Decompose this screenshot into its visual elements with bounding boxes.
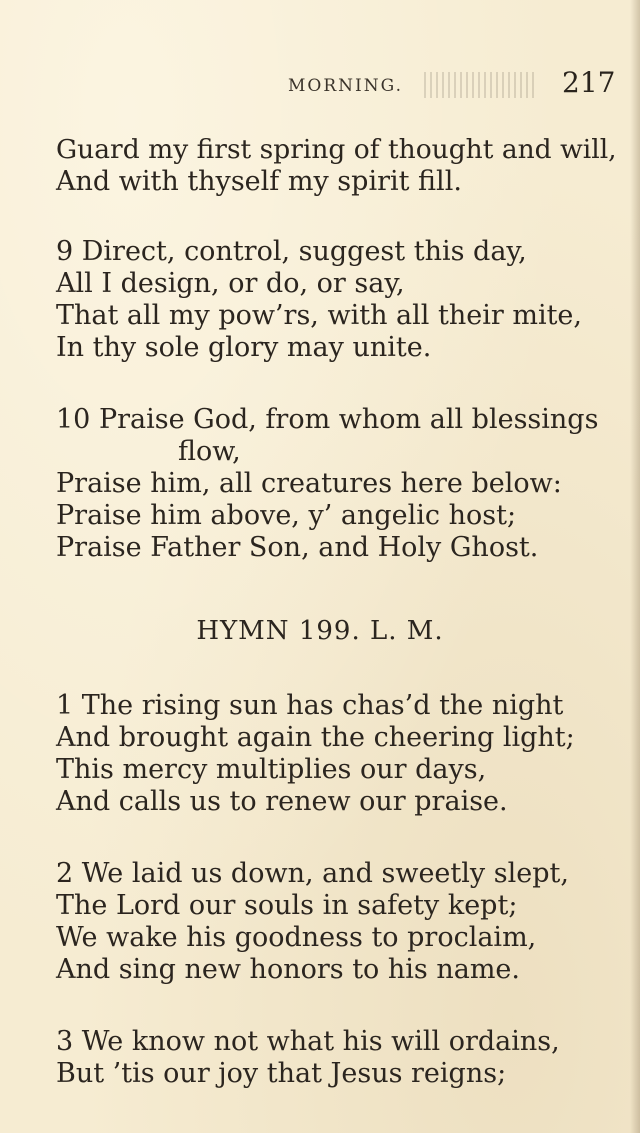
verse-line: 1 The rising sun has chas’d the night	[56, 690, 564, 721]
verse-line: 10 Praise God, from whom all blessings	[56, 404, 599, 435]
verse-line: We wake his goodness to proclaim,	[56, 922, 537, 953]
verse-line: In thy sole glory may unite.	[56, 332, 432, 363]
verse-line: 9 Direct, control, suggest this day,	[56, 236, 527, 267]
verse-line: That all my pow’rs, with all their mite,	[56, 300, 582, 331]
faded-ornament	[424, 72, 536, 98]
verse-line: And sing new honors to his name.	[56, 954, 520, 985]
verse-line: And calls us to renew our praise.	[56, 786, 508, 817]
running-head	[0, 66, 640, 106]
verse-line: Praise Father Son, and Holy Ghost.	[56, 532, 539, 563]
verse-line: 2 We laid us down, and sweetly slept,	[56, 858, 569, 889]
verse-line: Guard my first spring of thought and will,	[56, 134, 617, 165]
hymn-heading: HYMN 199. L. M.	[196, 616, 444, 646]
verse-line: And brought again the cheering light;	[56, 722, 575, 753]
verse-line: 3 We know not what his will ordains,	[56, 1026, 560, 1057]
verse-line: But ’tis our joy that Jesus reigns;	[56, 1058, 507, 1089]
verse-line: Praise him above, y’ angelic host;	[56, 500, 517, 531]
verse-line: Praise him, all creatures here below:	[56, 468, 562, 499]
verse-line: The Lord our souls in safety kept;	[56, 890, 518, 921]
page-number: 217	[562, 66, 616, 99]
page-edge-shadow	[630, 0, 640, 1133]
running-head-title: MORNING.	[288, 76, 403, 96]
verse-line: All I design, or do, or say,	[56, 268, 405, 299]
verse-line: This mercy multiplies our days,	[56, 754, 487, 785]
verse-line-continuation: flow,	[178, 436, 241, 467]
verse-line: And with thyself my spirit fill.	[56, 166, 462, 197]
